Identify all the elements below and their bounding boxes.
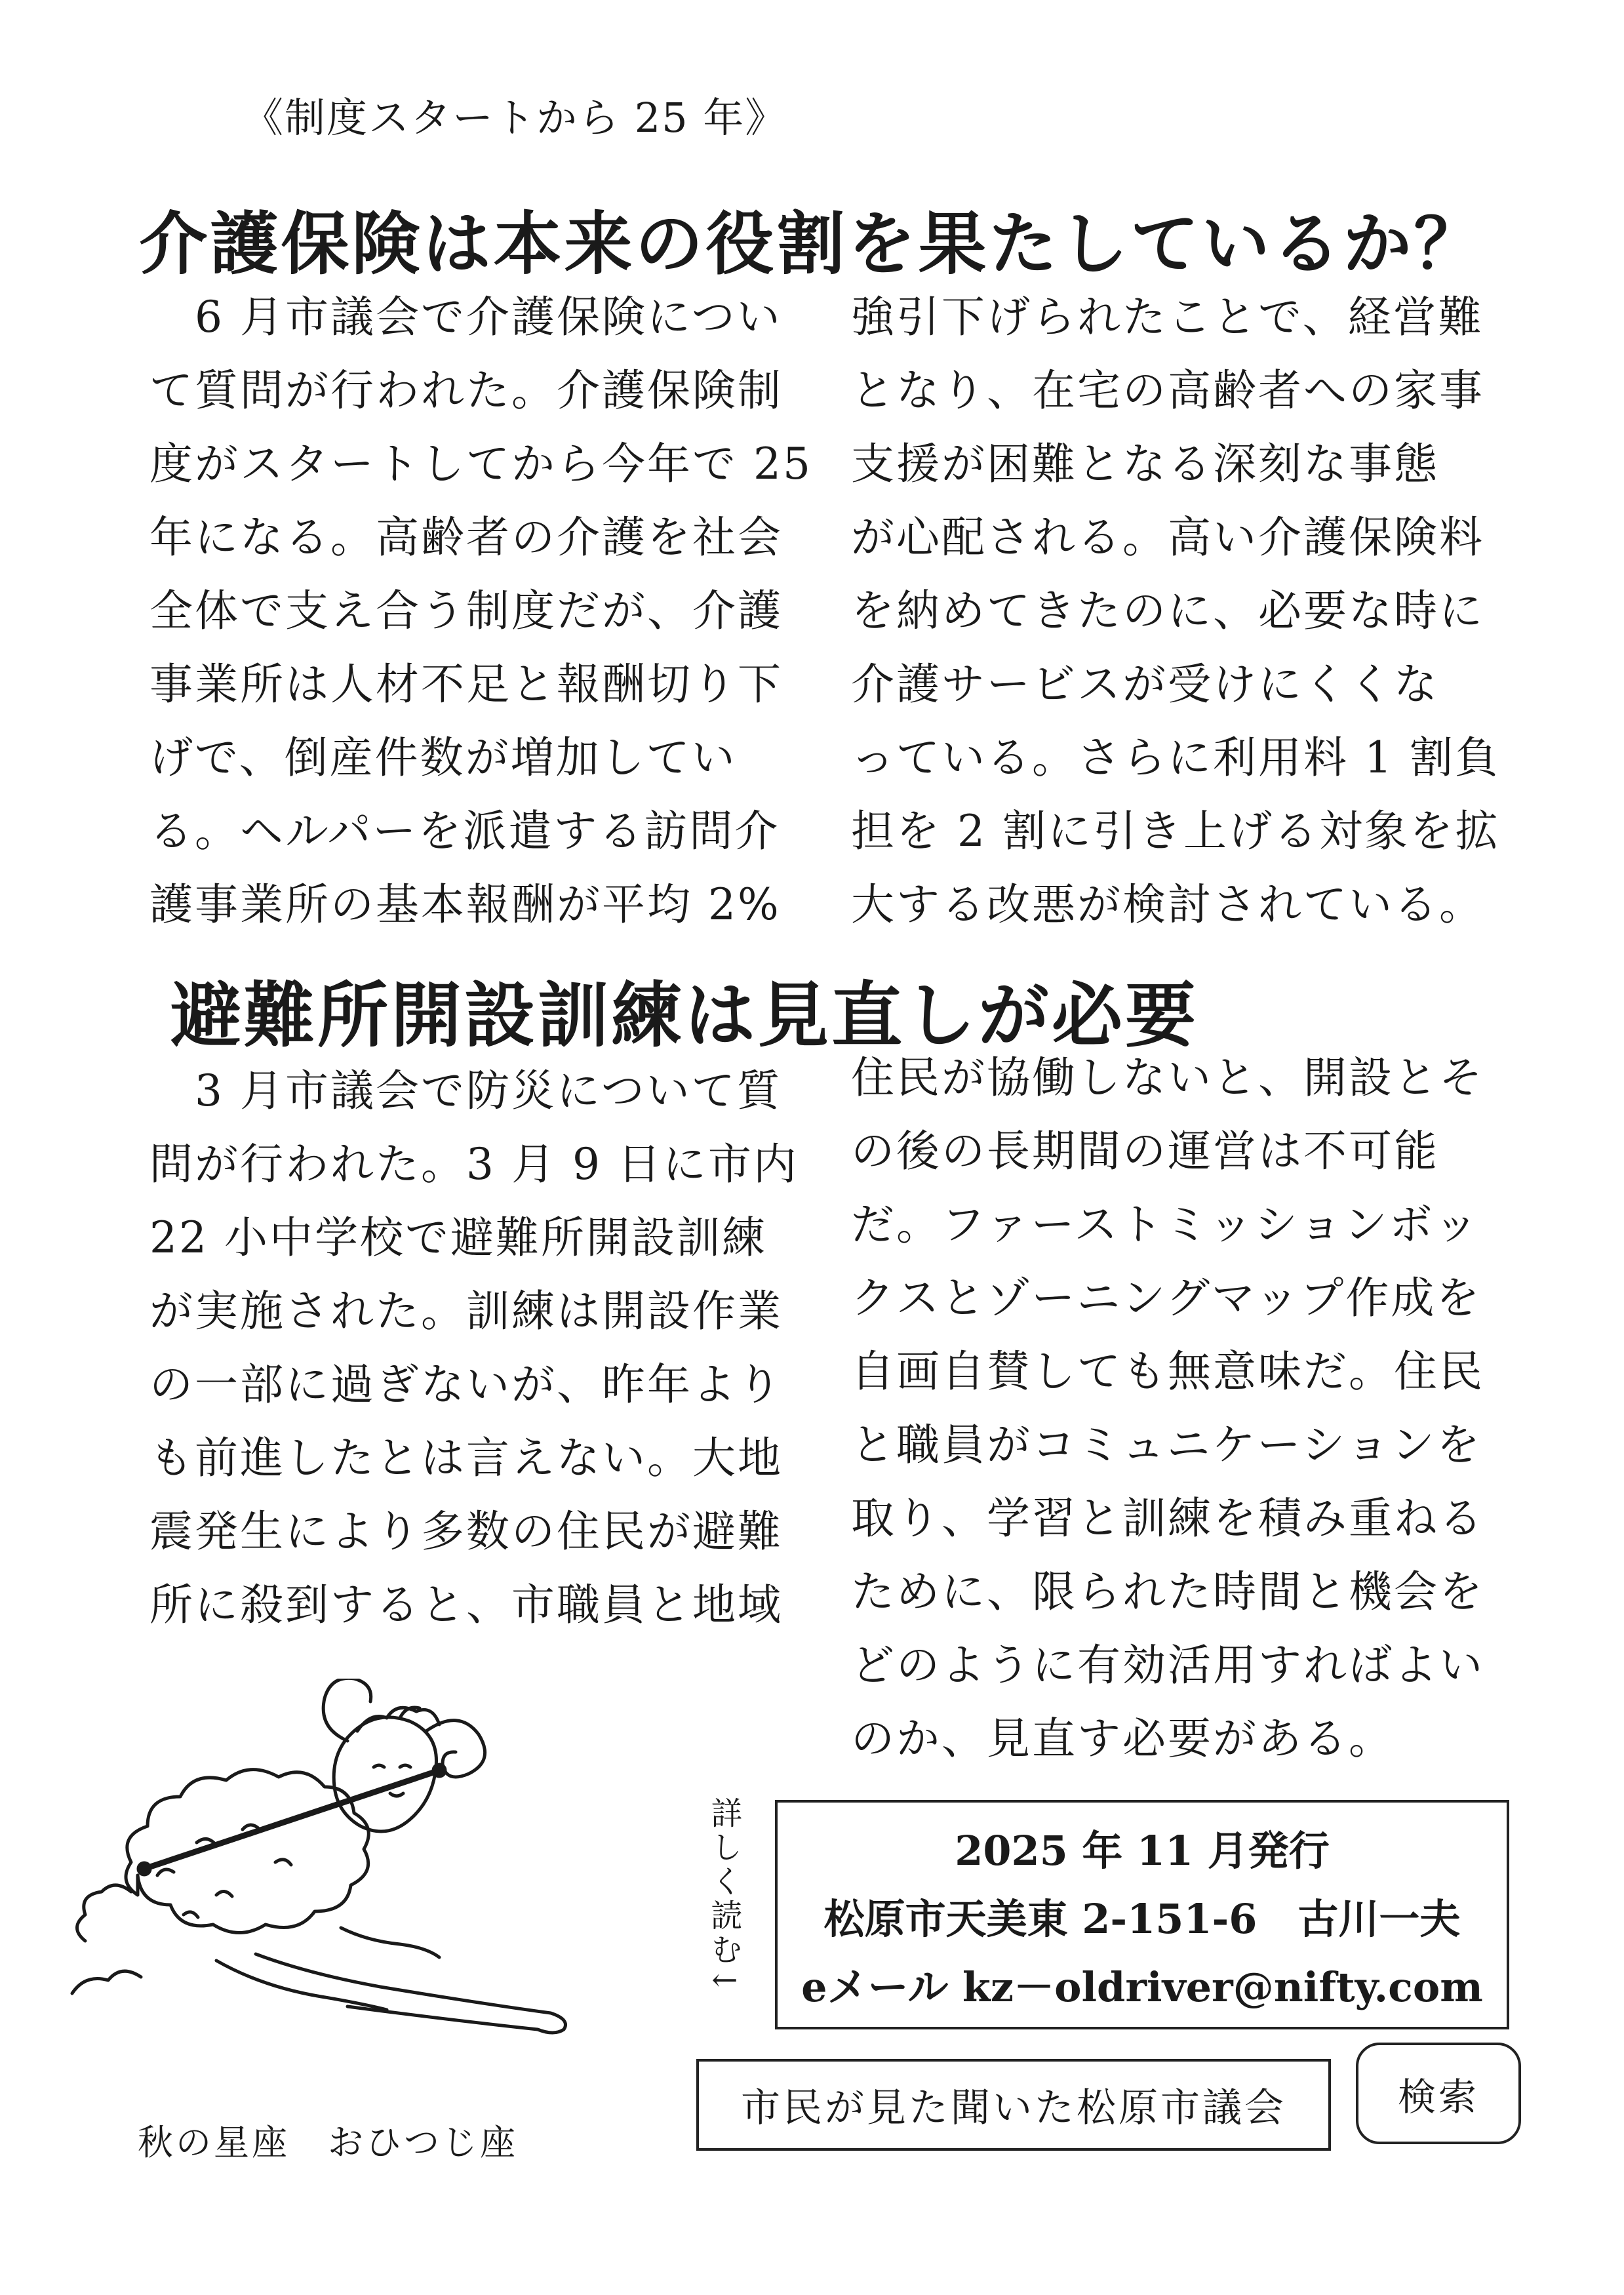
text-line: 所に殺到すると、市職員と地域 xyxy=(149,1580,783,1630)
issue-date: 2025 年 11 月発行 xyxy=(955,1827,1330,1875)
text-line: っている。さらに利用料 1 割負 xyxy=(851,732,1500,783)
text-line: クスとゾーニングマップ作成を xyxy=(851,1273,1482,1323)
email: eメール kz－oldriver@nifty.com xyxy=(801,1963,1483,2011)
text-line: 22 小中学校で避難所開設訓練 xyxy=(149,1212,767,1263)
text-line: 年になる。高齢者の介護を社会 xyxy=(149,512,783,563)
publisher-info-box xyxy=(775,1800,1509,2029)
text-line: 住民が協働しないと、開設とそ xyxy=(851,1052,1484,1103)
text-line: の一部に過ぎないが、昨年より xyxy=(149,1359,783,1410)
article2-column-right xyxy=(851,1041,1484,1776)
text-line: 大する改悪が検討されている。 xyxy=(851,879,1484,930)
search-input[interactable]: 市民が見た聞いた松原市議会 xyxy=(696,2059,1331,2151)
article2-column-left xyxy=(149,1054,805,1642)
article1-column-right xyxy=(851,281,1500,942)
text-line: ために、限られた時間と機会を xyxy=(851,1567,1484,1617)
text-line: 担を 2 割に引き上げる対象を拡 xyxy=(851,806,1500,856)
series-tag: 《制度スタートから 25 年》 xyxy=(243,94,787,142)
text-line: る。ヘルパーを派遣する訪問介 xyxy=(149,806,780,856)
article1-headline: 介護保険は本来の役割を果たしているか？ xyxy=(139,204,1485,284)
text-line: 全体で支え合う制度だが、介護 xyxy=(149,586,783,636)
article1-column-left xyxy=(149,281,812,942)
text-line: 自画自賛しても無意味だ。住民 xyxy=(851,1346,1484,1397)
text-line: 事業所は人材不足と報酬切り下 xyxy=(149,659,783,709)
text-line: だ。ファーストミッションボッ xyxy=(851,1199,1480,1250)
text-line: 強引下げられたことで、経営難 xyxy=(851,292,1484,342)
illustration-caption: 秋の星座 おひつじ座 xyxy=(138,2122,518,2163)
text-line: も前進したとは言えない。大地 xyxy=(149,1433,783,1483)
text-line: 護事業所の基本報酬が平均 2% xyxy=(149,879,781,930)
address: 松原市天美東 2-151-6 古川一夫 xyxy=(823,1895,1461,1943)
text-line: 取り、学習と訓練を積み重ねる xyxy=(851,1493,1484,1544)
text-line: どのように有効活用すればよい xyxy=(851,1640,1484,1690)
text-line: のか、見直す必要がある。 xyxy=(851,1713,1394,1764)
text-line: 震発生により多数の住民が避難 xyxy=(149,1506,783,1557)
text-line: げで、倒産件数が増加してい xyxy=(149,732,737,783)
text-line: て質問が行われた。介護保険制 xyxy=(149,365,783,416)
sheep-illustration xyxy=(59,1679,688,2046)
text-line: 問が行われた。3 月 9 日に市内 xyxy=(149,1139,799,1189)
text-line: 度がスタートしてから今年で 25 xyxy=(149,439,812,489)
text-line: と職員がコミュニケーションを xyxy=(851,1420,1482,1470)
text-line: となり、在宅の高齢者への家事 xyxy=(851,365,1484,416)
text-line: 支援が困難となる深刻な事態 xyxy=(851,439,1439,489)
text-line: 3 月市議会で防災について質 xyxy=(149,1066,782,1116)
text-line: 6 月市議会で介護保険につい xyxy=(149,292,782,342)
text-line: が実施された。訓練は開設作業 xyxy=(149,1286,783,1336)
text-line: を納めてきたのに、必要な時に xyxy=(851,586,1484,636)
text-line: が心配される。高い介護保険料 xyxy=(851,512,1484,563)
text-line: の後の長期間の運営は不可能 xyxy=(851,1126,1439,1176)
article2-headline: 避難所開設訓練は見直しが必要 xyxy=(170,975,1199,1057)
read-more-label: 詳しく読む↓ xyxy=(705,1797,742,1997)
text-line: 介護サービスが受けにくくな xyxy=(851,659,1439,709)
search-button[interactable]: 検索 xyxy=(1356,2043,1521,2144)
